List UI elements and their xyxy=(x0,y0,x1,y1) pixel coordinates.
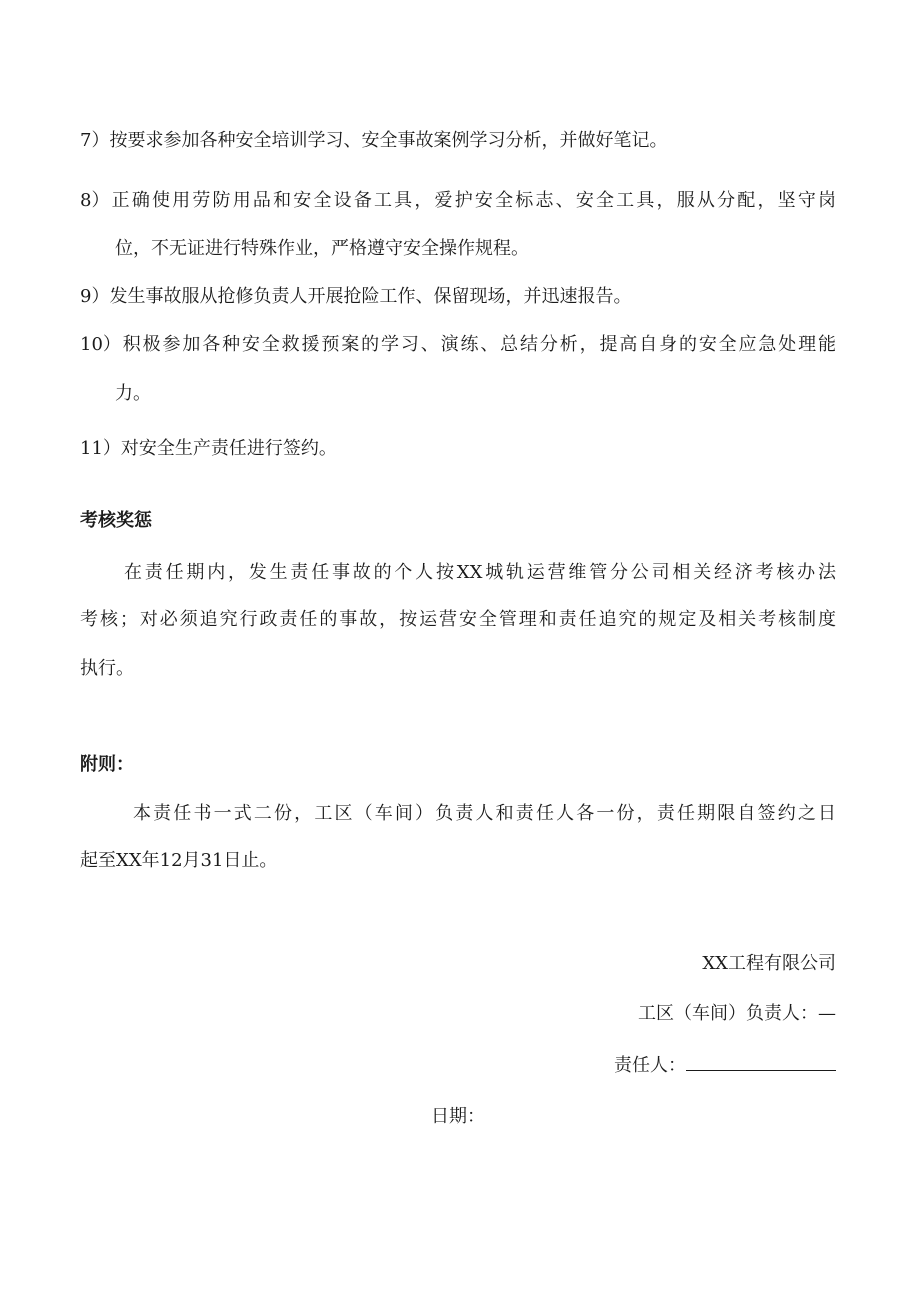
company-name: XX工程有限公司 xyxy=(702,953,836,974)
item-number: 7） xyxy=(80,130,110,151)
list-item xyxy=(80,285,631,309)
item-text: 正确使用劳防用品和安全设备工具，爱护安全标志、安全工具，服从分配，坚守岗 xyxy=(109,190,836,211)
item-number: 10） xyxy=(80,334,121,355)
paragraph-line: 考核；对必须追究行政责任的事故，按运营安全管理和责任追究的规定及相关考核制度 xyxy=(80,609,836,630)
workshop-leader-label: 工区（车间）负责人：— xyxy=(638,1003,836,1024)
date-label: 日期： xyxy=(431,1106,485,1127)
item-text: 发生事故服从抢修负责人开展抢险工作、保留现场，并迅速报告。 xyxy=(109,286,632,307)
responsible-person-line xyxy=(614,1052,836,1076)
section-heading-assessment: 考核奖惩 xyxy=(80,510,152,531)
list-item xyxy=(80,437,337,461)
item-text: 按要求参加各种安全培训学习、安全事故案例学习分析，并做好笔记。 xyxy=(109,130,668,151)
paragraph-line: 起至XX年12月31日止。 xyxy=(80,850,278,871)
list-item-continuation: 力。 xyxy=(115,383,151,404)
item-text: 对安全生产责任进行签约。 xyxy=(120,438,337,459)
list-item-continuation: 位，不无证进行特殊作业，严格遵守安全操作规程。 xyxy=(115,238,529,259)
item-number: 8） xyxy=(80,190,110,211)
list-item xyxy=(80,333,836,357)
responsible-person-label: 责任人： xyxy=(614,1055,686,1076)
list-item xyxy=(80,129,667,153)
item-text: 积极参加各种安全救援预案的学习、演练、总结分析，提高自身的安全应急处理能 xyxy=(120,334,836,355)
paragraph-line: 在责任期内，发生责任事故的个人按XX城轨运营维管分公司相关经济考核办法 xyxy=(124,562,836,583)
section-heading-appendix: 附则： xyxy=(80,754,134,775)
item-number: 11） xyxy=(80,438,121,459)
list-item xyxy=(80,189,836,213)
paragraph-line: 执行。 xyxy=(80,658,134,679)
item-number: 9） xyxy=(80,286,110,307)
signature-blank xyxy=(686,1052,836,1071)
paragraph-line: 本责任书一式二份，工区（车间）负责人和责任人各一份，责任期限自签约之日 xyxy=(133,803,836,824)
